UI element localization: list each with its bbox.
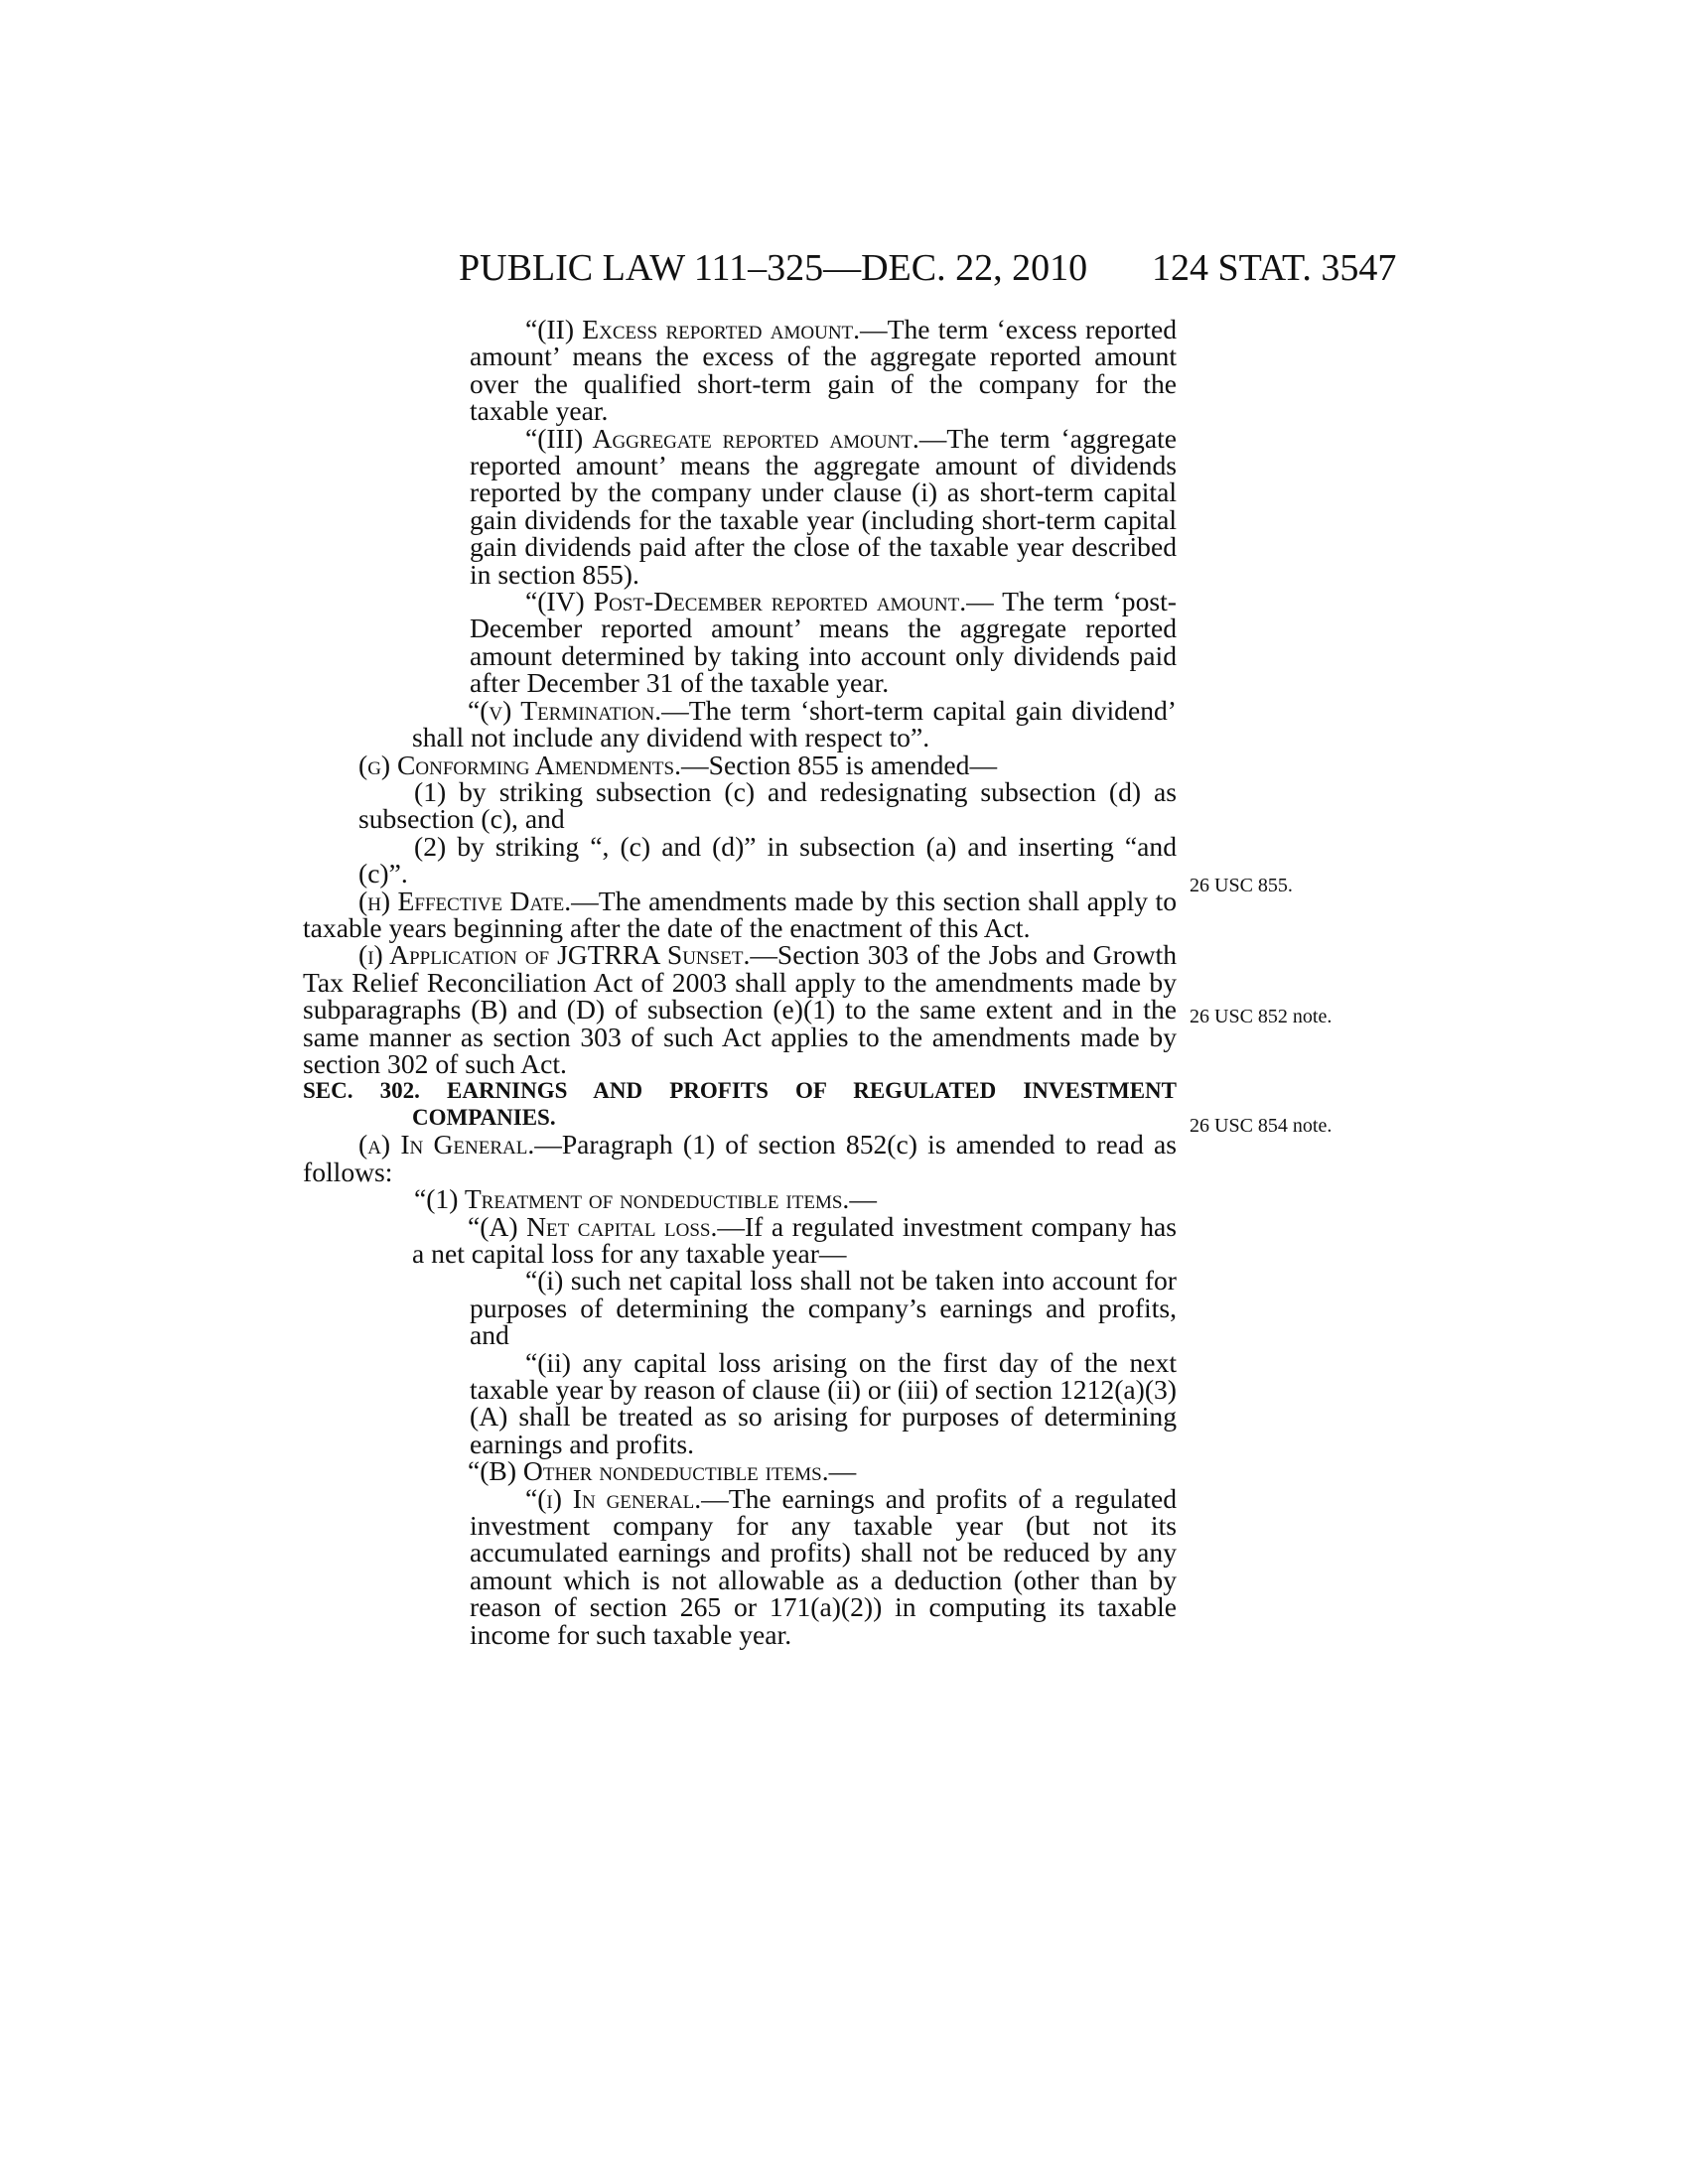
paragraph-g-2: (2) by striking “, (c) and (d)” in subsection (a) and inserting “and (c)”.	[358, 830, 1177, 889]
paragraph-g-1: (1) by striking subsection (c) and redesignating subsection (d) as subsection (c), and	[358, 775, 1177, 835]
clause-iv-post-december-reported-amount: “(IV) Post-December reported amount.— The term ‘post-December reported amount’ means the aggregate reported amount determined by taking into account only dividends paid after December 31 of the taxable year.	[470, 586, 1177, 699]
subparagraph-a-net-capital-loss: “(A) Net capital loss.—If a regulated investment company has a net capital loss for any taxable year—	[412, 1210, 1177, 1269]
clause-iii-aggregate-reported-amount: “(III) Aggregate reported amount.—The term ‘aggregate reported amount’ means the aggregate amount of dividends reported by the company under clause (i) as short-term capital gain dividends for the taxable year (including short-term capital gain dividends paid after the close of the taxable year described in section 855).	[470, 422, 1177, 590]
clause-v-termination: “(v) Termination.—The term ‘short-term capital gain dividend’ shall not include any dividend with respect to”.	[412, 694, 1177, 753]
clause-a-ii: “(ii) any capital loss arising on the first day of the next taxable year by reason of clause (ii) or (iii) of section 1212(a)(3)(A) shall be treated as so arising for purposes of determining earnings and profits.	[470, 1346, 1177, 1459]
subsection-a-in-general: (a) In General.—Paragraph (1) of section 852(c) is amended to read as follows:	[303, 1129, 1177, 1187]
margin-note-26-usc-852-note: 26 USC 852 note.	[1190, 1006, 1333, 1027]
subparagraph-b-other-nondeductible-items: “(B) Other nondeductible items.—	[468, 1455, 857, 1487]
margin-note-26-usc-854-note: 26 USC 854 note.	[1190, 1115, 1333, 1137]
clause-ii-excess-reported-amount: “(II) Excess reported amount.—The term ‘excess reported amount’ means the excess of the aggregate reported amount over the qualified short-term gain of the company for the taxable year.	[470, 314, 1177, 427]
running-header-page-number: 124 STAT. 3547	[1152, 247, 1397, 289]
clause-a-i: “(i) such net capital loss shall not be taken into account for purposes of determining the company’s earnings and profits, and	[470, 1265, 1177, 1351]
running-header-left: PUBLIC LAW 111–325—DEC. 22, 2010	[459, 247, 1088, 289]
subsection-i-jgtrra-sunset: (i) Application of JGTRRA Sunset.—Section 303 of the Jobs and Growth Tax Relief Reconciliation Act of 2003 shall apply to the amendments made by subparagraphs (B) and (D) of subsection (e)(1) to the same extent and in the same manner as section 303 of such Act applies to the amendments made by section 302 of such Act.	[303, 939, 1177, 1079]
subsection-h-effective-date: (h) Effective Date.—The amendments made by this section shall apply to taxable years beginning after the date of the enactment of this Act.	[303, 885, 1177, 943]
subsection-g-conforming-amendments: (g) Conforming Amendments.—Section 855 is amended—	[358, 749, 998, 780]
statute-text	[303, 316, 1177, 1648]
section-302-heading: SEC. 302. EARNINGS AND PROFITS OF REGULATED INVESTMENT COMPANIES.	[303, 1078, 1177, 1131]
clause-b-i-in-general: “(i) In general.—The earnings and profits of a regulated investment company for any taxable year (but not its accumulated earnings and profits) shall not be reduced by any amount which is not allowable as a deduction (other than by reason of section 265 or 171(a)(2)) in computing its taxable income for such taxable year.	[470, 1482, 1177, 1650]
margin-note-26-usc-855: 26 USC 855.	[1190, 875, 1293, 896]
paragraph-1-nondeductible-items: “(1) Treatment of nondeductible items.—	[414, 1183, 877, 1215]
